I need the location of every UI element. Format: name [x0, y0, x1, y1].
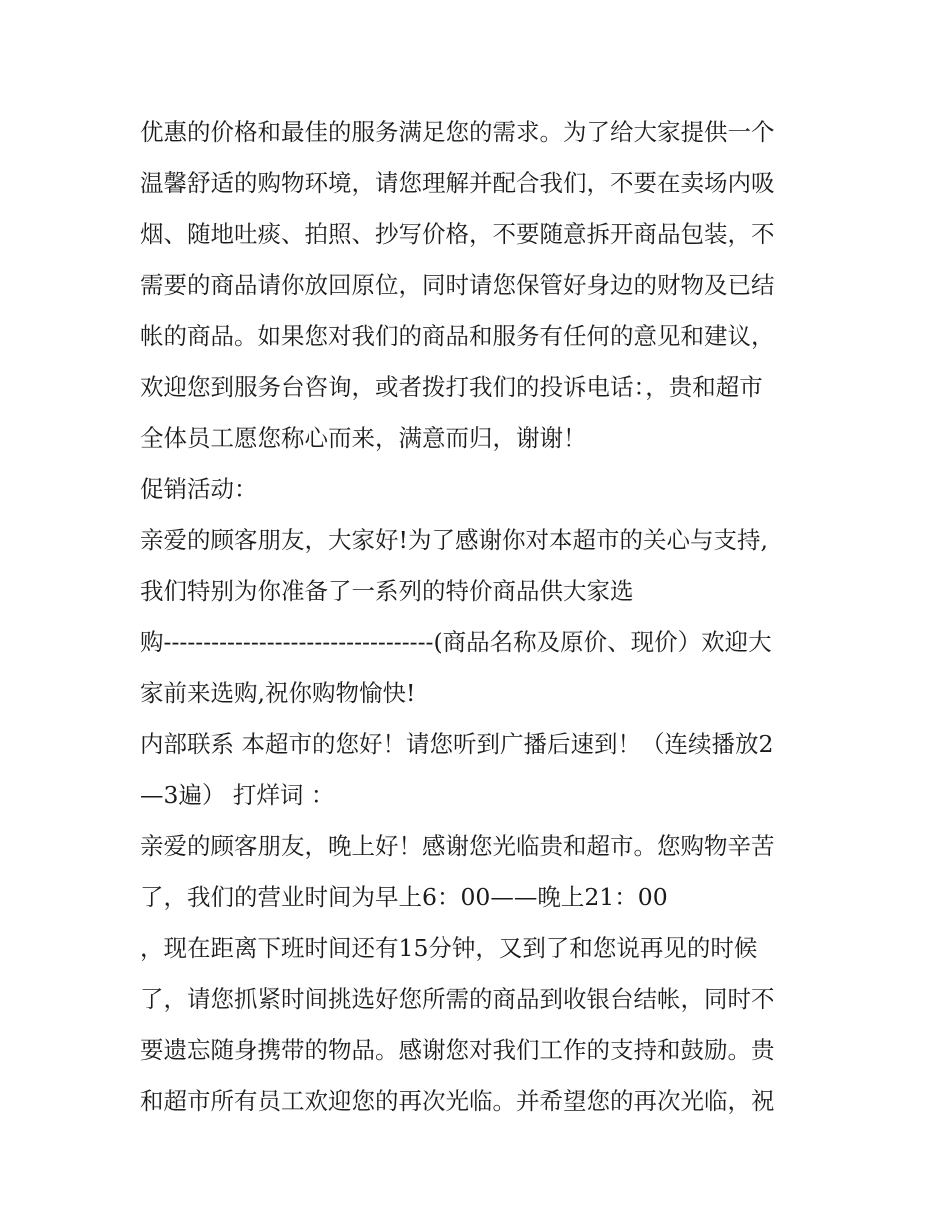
text-line: 购----------------------------------(商品名称及原价、现价）欢迎大 [140, 628, 772, 656]
text-line: 帐的商品。如果您对我们的商品和服务有任何的意见和建议， [140, 322, 775, 350]
text-line: 内部联系 本超市的您好！请您听到广播后速到！（连续播放2 [140, 730, 774, 758]
section-heading-promotion: 促销活动： [140, 475, 258, 503]
text-line: 我们特别为你准备了一系列的特价商品供大家选 [140, 577, 634, 605]
text-line: 家前来选购,祝你购物愉快! [140, 679, 416, 707]
text-line: 了，请您抓紧时间挑选好您所需的商品到收银台结帐，同时不 [140, 985, 775, 1013]
text-line: 亲爱的顾客朋友，大家好!为了感谢你对本超市的关心与支持, [140, 526, 768, 554]
text-line: 了，我们的营业时间为早上6：00——晚上21：00 [140, 883, 668, 911]
text-line: 温馨舒适的购物环境，请您理解并配合我们，不要在卖场内吸 [140, 169, 775, 197]
text-line: 和超市所有员工欢迎您的再次光临。并希望您的再次光临，祝 [140, 1087, 775, 1115]
text-line: —3遍） 打烊词 ： [140, 781, 335, 809]
text-line: ，现在距离下班时间还有15分钟，又到了和您说再见的时候 [140, 934, 758, 962]
text-line: 全体员工愿您称心而来，满意而归，谢谢！ [140, 424, 587, 452]
text-line: 优惠的价格和最佳的服务满足您的需求。为了给大家提供一个 [140, 118, 775, 146]
text-line: 欢迎您到服务台咨询，或者拨打我们的投诉电话：，贵和超市 [140, 373, 763, 401]
text-line: 需要的商品请你放回原位，同时请您保管好身边的财物及已结 [140, 271, 775, 299]
text-line: 烟、随地吐痰、拍照、抄写价格，不要随意拆开商品包装，不 [140, 220, 775, 248]
text-line: 亲爱的顾客朋友，晚上好！感谢您光临贵和超市。您购物辛苦 [140, 832, 775, 860]
document-body [140, 107, 820, 1127]
text-line: 要遗忘随身携带的物品。感谢您对我们工作的支持和鼓励。贵 [140, 1036, 775, 1064]
